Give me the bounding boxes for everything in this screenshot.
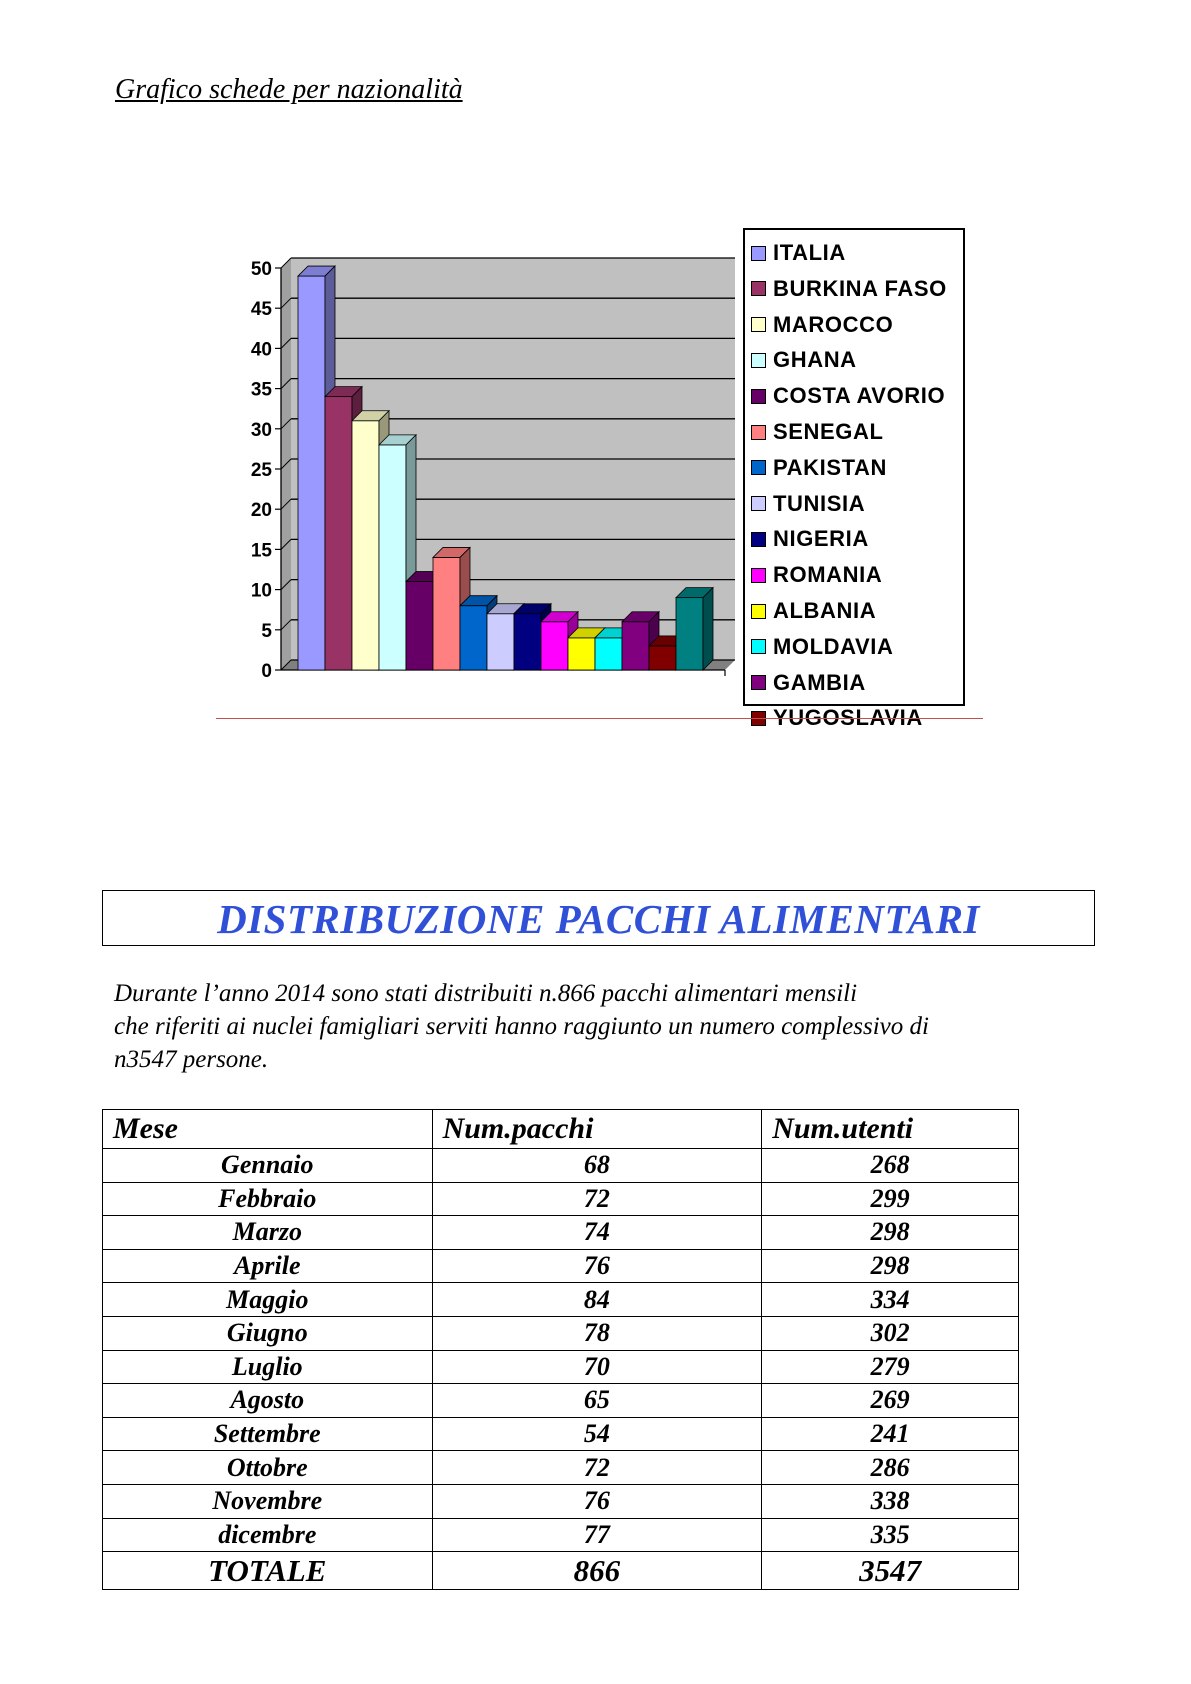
- legend-label: ALBANIA: [773, 598, 877, 623]
- legend-label: GHANA: [773, 347, 857, 373]
- legend-item: [751, 524, 869, 554]
- legend-label: COSTA AVORIO: [773, 383, 946, 409]
- total-utenti-cell: 3547: [762, 1552, 1019, 1590]
- legend-item: [751, 274, 947, 304]
- y-tick-label: 20: [250, 500, 272, 522]
- y-tick-label: 50: [250, 259, 272, 280]
- bar: [325, 397, 352, 670]
- pacchi-cell: 84: [432, 1283, 762, 1317]
- bar-side: [703, 588, 713, 670]
- table-row: [103, 1451, 1019, 1485]
- legend-label: GAMBIA: [773, 669, 866, 695]
- y-tick-label: 40: [250, 339, 272, 361]
- table-row: [103, 1384, 1019, 1418]
- table-row: [103, 1182, 1019, 1216]
- legend-swatch: [751, 532, 766, 547]
- legend-label: SENEGAL: [773, 419, 884, 444]
- bar: [433, 557, 460, 670]
- month-cell: Ottobre: [103, 1451, 433, 1485]
- total-label-cell: TOTALE: [103, 1552, 433, 1590]
- legend-item: [751, 596, 876, 626]
- legend-item: [751, 345, 857, 375]
- utenti-cell: 298: [762, 1216, 1019, 1250]
- legend-label: YUGOSLAVIA: [773, 705, 923, 731]
- table-row: [103, 1417, 1019, 1451]
- table-total-row: [103, 1552, 1019, 1590]
- pacchi-cell: 65: [432, 1384, 762, 1418]
- legend-item: [751, 560, 882, 590]
- month-cell: Novembre: [103, 1484, 433, 1518]
- bar: [460, 606, 487, 670]
- legend-item: [751, 453, 887, 483]
- legend-swatch: [751, 639, 766, 654]
- pacchi-cell: 70: [432, 1350, 762, 1384]
- y-tick-label: 0: [261, 661, 272, 682]
- legend-item: [751, 417, 884, 447]
- month-cell: dicembre: [103, 1518, 433, 1552]
- pacchi-cell: 77: [432, 1518, 762, 1552]
- bar: [595, 638, 622, 670]
- header-mese: Mese: [103, 1110, 433, 1149]
- banner-title: DISTRIBUZIONE PACCHI ALIMENTARI: [217, 896, 980, 942]
- legend-swatch: [751, 460, 766, 475]
- pacchi-cell: 76: [432, 1484, 762, 1518]
- month-cell: Marzo: [103, 1216, 433, 1250]
- bar: [379, 445, 406, 670]
- pacchi-cell: 68: [432, 1149, 762, 1183]
- section-title: Grafico schede per nazionalità: [115, 74, 463, 105]
- bar: [487, 614, 514, 670]
- table-row: [103, 1149, 1019, 1183]
- y-tick-label: 25: [250, 460, 272, 481]
- table-header-row: [103, 1110, 1019, 1149]
- y-tick-label: 10: [250, 580, 272, 602]
- legend-swatch: [751, 425, 766, 440]
- divider-line: [216, 718, 983, 719]
- utenti-cell: 268: [762, 1149, 1019, 1183]
- legend-item: [751, 238, 846, 268]
- legend-label: BURKINA FASO: [773, 275, 947, 301]
- table-row: [103, 1350, 1019, 1384]
- utenti-cell: 302: [762, 1316, 1019, 1350]
- table-row: [103, 1518, 1019, 1552]
- banner-box: [102, 890, 1095, 946]
- legend-label: PAKISTAN: [773, 454, 887, 480]
- header-num-pacchi: Num.pacchi: [432, 1110, 762, 1149]
- legend-swatch: [751, 496, 766, 511]
- legend-label: ROMANIA: [773, 562, 883, 588]
- legend-item: [751, 489, 865, 519]
- chart-legend: [743, 228, 965, 731]
- intro-paragraph: [114, 977, 1074, 1076]
- bar: [352, 421, 379, 670]
- utenti-cell: 334: [762, 1283, 1019, 1317]
- y-tick-label: 30: [250, 419, 272, 441]
- pacchi-cell: 54: [432, 1417, 762, 1451]
- table-row: [103, 1484, 1019, 1518]
- legend-swatch: [751, 389, 766, 404]
- month-cell: Agosto: [103, 1384, 433, 1418]
- pacchi-cell: 78: [432, 1316, 762, 1350]
- legend-label: ITALIA: [773, 240, 846, 265]
- legend-label: MAROCCO: [773, 311, 894, 337]
- legend-item: [751, 632, 894, 662]
- legend-swatch: [751, 281, 766, 296]
- nationality-bar-chart: [0, 0, 1191, 720]
- utenti-cell: 338: [762, 1484, 1019, 1518]
- bar: [541, 622, 568, 670]
- month-cell: Aprile: [103, 1249, 433, 1283]
- legend-swatch: [751, 675, 766, 690]
- month-cell: Maggio: [103, 1283, 433, 1317]
- y-tick-label: 45: [250, 299, 272, 321]
- legend-swatch: [751, 604, 766, 619]
- month-cell: Luglio: [103, 1350, 433, 1384]
- intro-line: che riferiti ai nuclei famigliari serviti hanno raggiunto un numero complessivo di: [114, 1013, 929, 1040]
- legend-label: TUNISIA: [773, 490, 866, 516]
- utenti-cell: 298: [762, 1249, 1019, 1283]
- legend-label: NIGERIA: [773, 526, 869, 552]
- bar: [622, 622, 649, 670]
- month-cell: Febbraio: [103, 1182, 433, 1216]
- utenti-cell: 286: [762, 1451, 1019, 1485]
- utenti-cell: 279: [762, 1350, 1019, 1384]
- distribution-table: [102, 1109, 1019, 1590]
- table-row: [103, 1316, 1019, 1350]
- utenti-cell: 299: [762, 1182, 1019, 1216]
- bar: [514, 614, 541, 670]
- legend-swatch: [751, 317, 766, 332]
- table-row: [103, 1249, 1019, 1283]
- legend-label: MOLDAVIA: [773, 633, 894, 659]
- legend-swatch: [751, 568, 766, 583]
- bar: [406, 582, 433, 670]
- table-row: [103, 1283, 1019, 1317]
- bar: [676, 598, 703, 670]
- legend-item: [751, 310, 893, 340]
- pacchi-cell: 76: [432, 1249, 762, 1283]
- legend-swatch: [751, 353, 766, 368]
- bar: [298, 276, 325, 670]
- pacchi-cell: 72: [432, 1451, 762, 1485]
- intro-line: Durante l’anno 2014 sono stati distribuiti n.866 pacchi alimentari mensili: [114, 980, 858, 1007]
- y-tick-label: 15: [250, 540, 272, 562]
- month-cell: Gennaio: [103, 1149, 433, 1183]
- bar: [649, 646, 676, 670]
- pacchi-cell: 74: [432, 1216, 762, 1250]
- y-tick-label: 5: [261, 620, 272, 642]
- table-row: [103, 1216, 1019, 1250]
- utenti-cell: 269: [762, 1384, 1019, 1418]
- legend-item: [751, 668, 866, 698]
- month-cell: Settembre: [103, 1417, 433, 1451]
- month-cell: Giugno: [103, 1316, 433, 1350]
- intro-line: n3547 persone.: [114, 1046, 269, 1073]
- pacchi-cell: 72: [432, 1182, 762, 1216]
- legend-swatch: [751, 246, 766, 261]
- header-num-utenti: Num.utenti: [762, 1110, 1019, 1149]
- utenti-cell: 241: [762, 1417, 1019, 1451]
- legend-item: [751, 381, 945, 411]
- total-pacchi-cell: 866: [432, 1552, 762, 1590]
- bar: [568, 638, 595, 670]
- utenti-cell: 335: [762, 1518, 1019, 1552]
- y-tick-label: 35: [250, 379, 272, 401]
